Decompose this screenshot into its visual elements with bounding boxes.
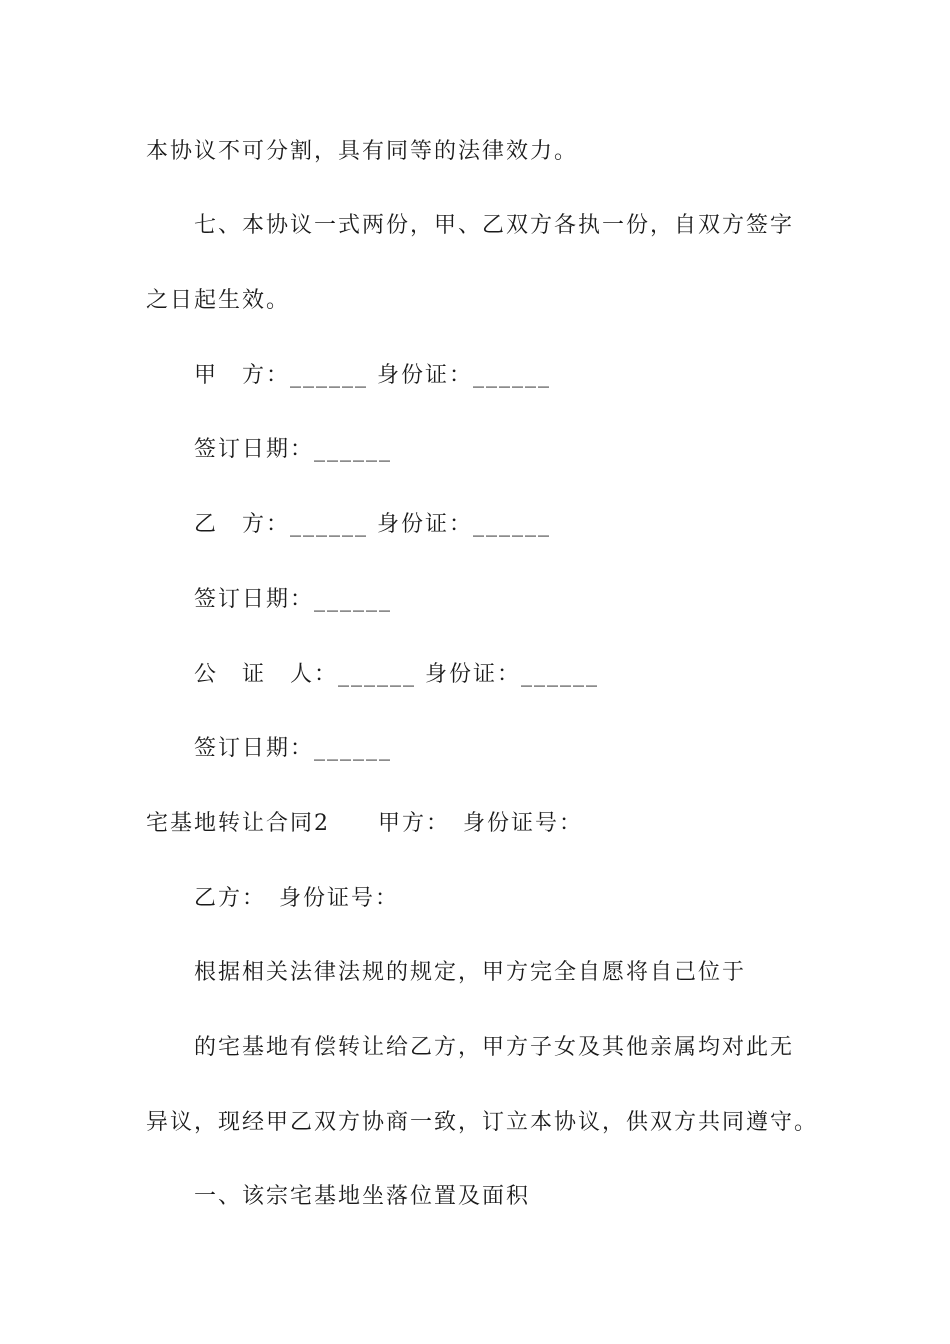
signing-date-line: 签订日期：______ <box>194 736 393 761</box>
paragraph-line: 的宅基地有偿转让给乙方，甲方子女及其他亲属均对此无 <box>194 1035 795 1060</box>
paragraph-line: 之日起生效。 <box>146 288 291 313</box>
section-heading: 一、该宗宅基地坐落位置及面积 <box>194 1184 531 1209</box>
signature-line-notary: 公 证 人：______ 身份证：______ <box>194 662 599 687</box>
paragraph-line: 七、本协议一式两份，甲、乙双方各执一份，自双方签字 <box>194 213 795 238</box>
signing-date-line: 签订日期：______ <box>194 437 393 462</box>
party-b-id-line: 乙方： 身份证号： <box>194 886 400 911</box>
signature-line-party-b: 乙 方：______ 身份证：______ <box>194 512 551 537</box>
contract-title-line: 宅基地转让合同2 甲方： 身份证号： <box>146 811 583 836</box>
paragraph-line: 异议，现经甲乙双方协商一致，订立本协议，供双方共同遵守。 <box>146 1110 819 1135</box>
signing-date-line: 签订日期：______ <box>194 587 393 612</box>
paragraph-line: 本协议不可分割，具有同等的法律效力。 <box>146 139 579 164</box>
paragraph-line: 根据相关法律法规的规定，甲方完全自愿将自己位于 <box>194 960 747 985</box>
signature-line-party-a: 甲 方：______ 身份证：______ <box>194 363 551 388</box>
